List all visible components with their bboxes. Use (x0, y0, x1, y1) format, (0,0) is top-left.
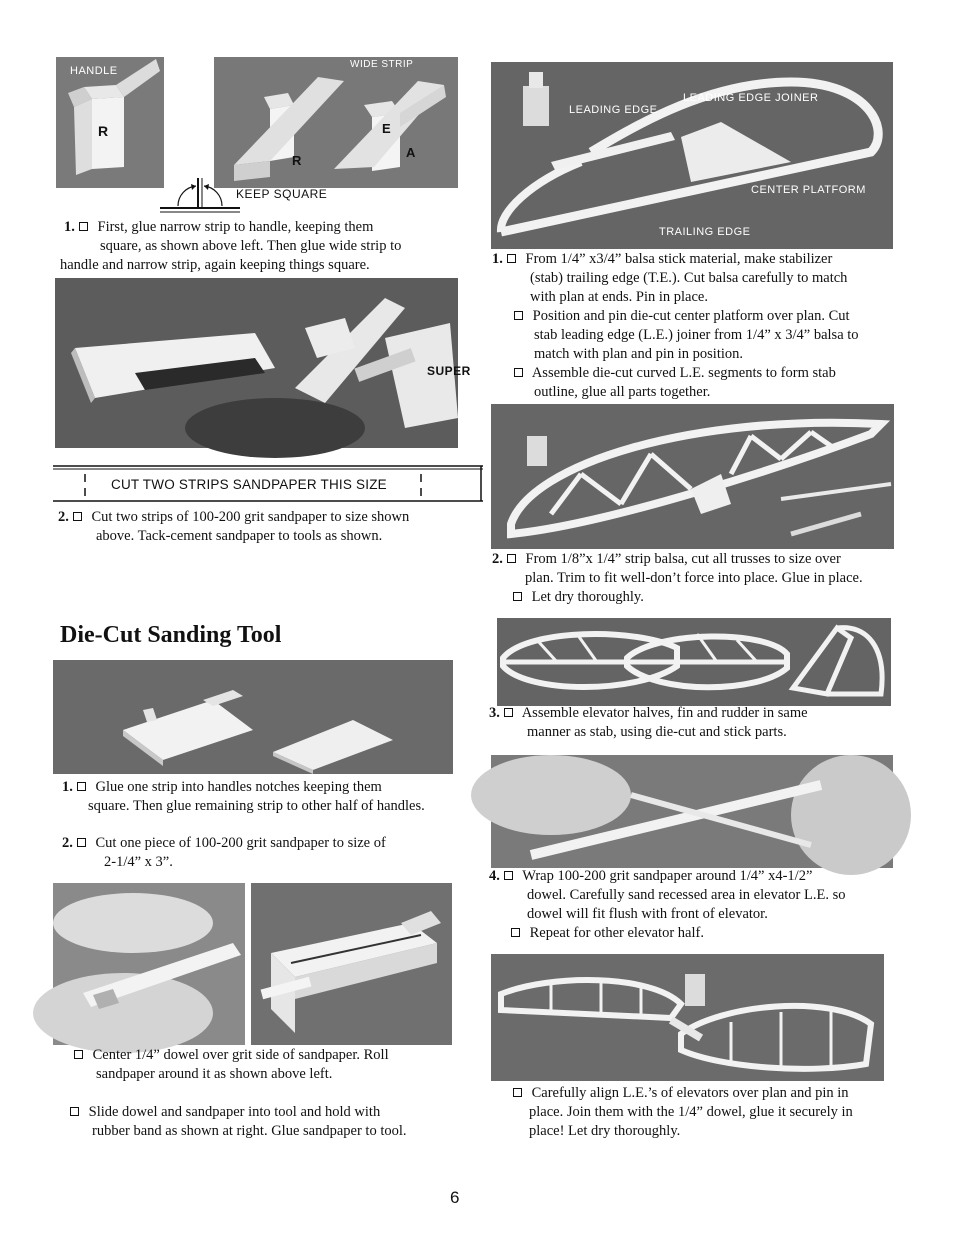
step-number: 4. (489, 868, 500, 884)
checkbox-icon[interactable] (513, 1088, 522, 1097)
text-line: stab leading edge (L.E.) joiner from 1/4” x 3/4” balsa to (534, 327, 859, 343)
left-step1-text (60, 218, 464, 275)
right-step1-text (492, 250, 902, 402)
label-handle: HANDLE (70, 65, 118, 77)
text-line: Assemble die-cut curved L.E. segments to form stab (531, 365, 836, 381)
text-line: Repeat for other elevator half. (529, 925, 704, 941)
text-line: rubber band as shown at right. Glue sandpaper to tool. (92, 1123, 407, 1139)
checkbox-icon[interactable] (70, 1107, 79, 1116)
text-line: Wrap 100-200 grit sandpaper around 1/4” x4-1/2” (522, 868, 813, 884)
photo-gluing-tool (55, 278, 471, 448)
text-line: handle and narrow strip, again keeping things square. (60, 257, 370, 273)
text-line: Center 1/4” dowel over grit side of sandpaper. Roll (92, 1047, 389, 1063)
right-step5-text (509, 1084, 909, 1141)
text-line: place. Join them with the 1/4” dowel, glue it securely in (529, 1104, 853, 1120)
step-number: 1. (64, 219, 75, 235)
rolling-dowel-illustration (53, 883, 245, 1045)
checkbox-icon[interactable] (507, 554, 516, 563)
step-number: 1. (62, 779, 73, 795)
gluing-illustration (55, 278, 458, 448)
text-line: First, glue narrow strip to handle, keeping them (97, 219, 374, 235)
checkbox-icon[interactable] (77, 782, 86, 791)
sandpaper-size-strip (53, 464, 483, 504)
dc-step4-text (66, 1103, 456, 1141)
text-line: square. Then glue remaining strip to other half of handles. (88, 798, 425, 814)
text-line: place! Let dry thoroughly. (529, 1123, 681, 1139)
label-leading-edge: LEADING EDGE (569, 104, 658, 116)
checkbox-icon[interactable] (507, 254, 516, 263)
dc-step1-text (62, 778, 462, 816)
text-line: outline, glue all parts together. (534, 384, 711, 400)
checkbox-icon[interactable] (514, 311, 523, 320)
text-line: match with plan and pin in position. (534, 346, 744, 362)
die-cut-tool-illustration (53, 660, 453, 774)
photo-sanding-dowel (491, 755, 893, 868)
label-leading-edge-joiner: LEADING EDGE JOINER (683, 92, 819, 104)
trusses-illustration (491, 404, 894, 549)
text-line: square, as shown above left. Then glue wide strip to (100, 238, 402, 254)
step-number: 3. (489, 705, 500, 721)
photo-stab-outline (491, 62, 893, 249)
checkbox-icon[interactable] (514, 368, 523, 377)
photo-handle (56, 57, 164, 188)
label-cut-two-strips: CUT TWO STRIPS SANDPAPER THIS SIZE (111, 477, 387, 492)
photo-joined-elevators (491, 954, 884, 1081)
checkbox-icon[interactable] (79, 222, 88, 231)
letter-r-2: R (292, 153, 302, 168)
keep-square-diagram (150, 170, 340, 220)
photo-tool-with-dowel (251, 883, 452, 1045)
text-line: Cut one piece of 100-200 grit sandpaper to size of (95, 835, 386, 851)
tool-with-dowel-illustration (251, 883, 452, 1045)
text-line: From 1/4” x3/4” balsa stick material, make stabilizer (525, 251, 833, 267)
text-line: Slide dowel and sandpaper into tool and hold with (88, 1104, 381, 1120)
sanding-dowel-illustration (491, 755, 893, 868)
text-line: Position and pin die-cut center platform over plan. Cut (532, 308, 850, 324)
letter-r: R (98, 123, 109, 139)
photo-elevator-fin-rudder (497, 618, 891, 706)
label-super: SUPER (427, 364, 471, 378)
text-line: sandpaper around it as shown above left. (96, 1066, 333, 1082)
dc-step3-text (70, 1046, 460, 1084)
checkbox-icon[interactable] (77, 838, 86, 847)
left-step2-text (58, 508, 478, 546)
text-line: Cut two strips of 100-200 grit sandpaper to size shown (91, 509, 410, 525)
photo-wide-strip (214, 57, 458, 188)
joined-elevators-illustration (491, 954, 884, 1081)
step-number: 1. (492, 251, 503, 267)
text-line: From 1/8”x 1/4” strip balsa, cut all trusses to size over (525, 551, 841, 567)
label-center-platform: CENTER PLATFORM (751, 184, 866, 196)
checkbox-icon[interactable] (513, 592, 522, 601)
label-trailing-edge: TRAILING EDGE (659, 226, 751, 238)
text-line: dowel will fit flush with front of elevator. (527, 906, 768, 922)
elevator-fin-rudder-illustration (497, 618, 891, 706)
text-line: dowel. Carefully sand recessed area in elevator L.E. so (527, 887, 846, 903)
stab-outline-illustration (491, 62, 893, 249)
letter-a: A (406, 145, 416, 160)
text-line: plan. Trim to fit well-don’t force into place. Glue in place. (525, 570, 863, 586)
text-line: Let dry thoroughly. (531, 589, 644, 605)
photo-trusses (491, 404, 894, 549)
step-number: 2. (58, 509, 69, 525)
text-line: Carefully align L.E.’s of elevators over plan and pin in (531, 1085, 849, 1101)
text-line: 2-1/4” x 3”. (104, 854, 173, 870)
photo-die-cut-tool (53, 660, 453, 774)
right-step4-text (489, 867, 909, 943)
text-line: (stab) trailing edge (T.E.). Cut balsa carefully to match (530, 270, 848, 286)
label-wide-strip: WIDE STRIP (350, 59, 414, 70)
text-line: Glue one strip into handles notches keeping them (95, 779, 382, 795)
photo-rolling-dowel (53, 883, 245, 1045)
letter-e: E (382, 121, 392, 136)
checkbox-icon[interactable] (504, 708, 513, 717)
right-step3-text (489, 704, 909, 742)
dc-step2-text (62, 834, 462, 872)
step-number: 2. (62, 835, 73, 851)
text-line: above. Tack-cement sandpaper to tools as shown. (96, 528, 383, 544)
text-line: Assemble elevator halves, fin and rudder in same (521, 705, 808, 721)
checkbox-icon[interactable] (73, 512, 82, 521)
wide-strip-illustration (214, 57, 458, 188)
text-line: manner as stab, using die-cut and stick parts. (527, 724, 787, 740)
step-number: 2. (492, 551, 503, 567)
page-number: 6 (450, 1188, 460, 1207)
checkbox-icon[interactable] (511, 928, 520, 937)
text-line: with plan at ends. Pin in place. (530, 289, 708, 305)
right-step2-text (492, 550, 912, 607)
checkbox-icon[interactable] (74, 1050, 83, 1059)
label-keep-square: KEEP SQUARE (236, 187, 328, 201)
checkbox-icon[interactable] (504, 871, 513, 880)
section-heading: Die-Cut Sanding Tool (60, 622, 282, 648)
